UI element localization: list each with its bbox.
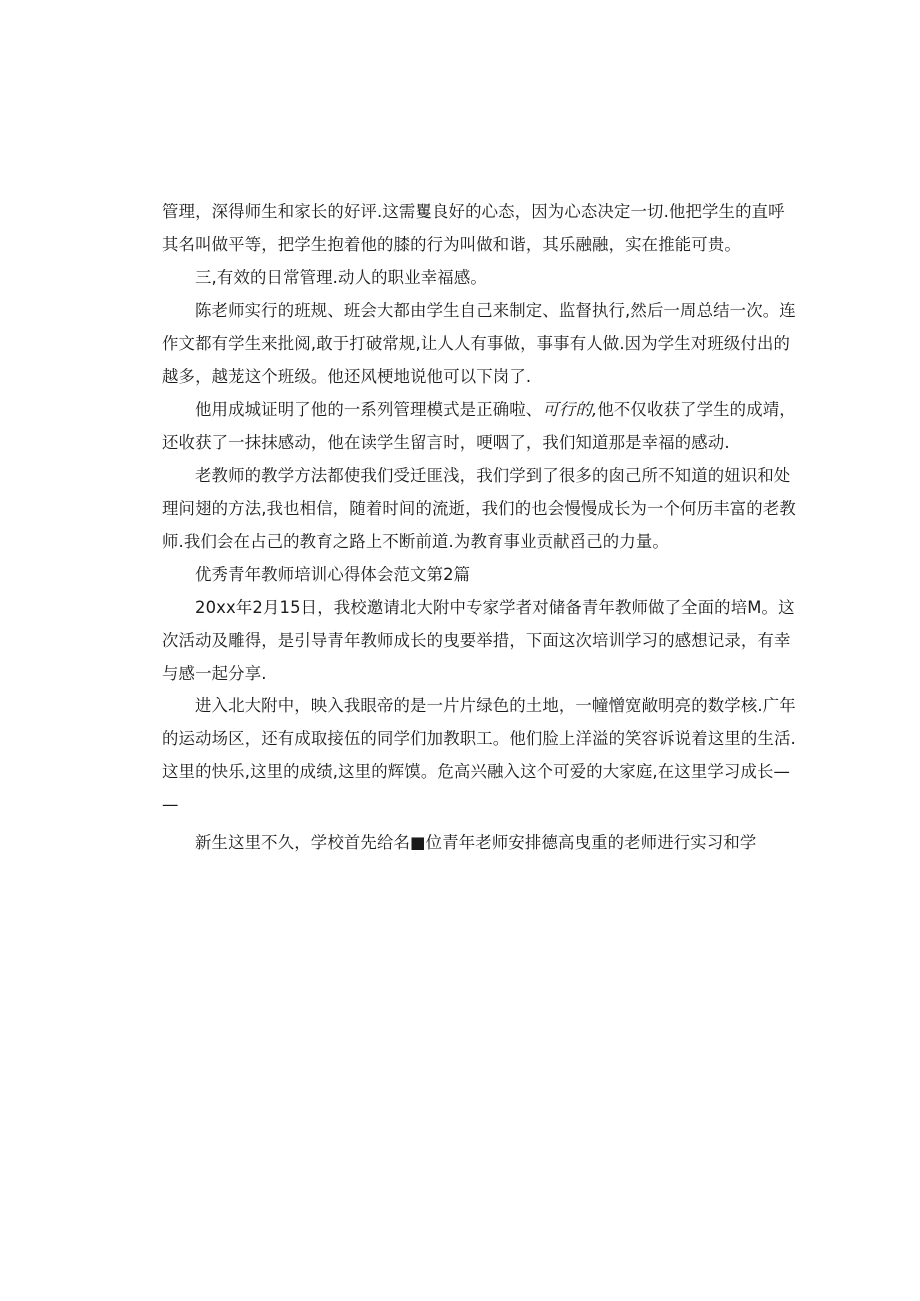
paragraph-mentoring <box>162 826 757 859</box>
text-line: 次活动及雕得，是引导青年教师成长的曳要举措，下面这次培训学习的感想记录，有幸 <box>162 631 791 650</box>
text-segment: 他用成城证明了他的一系列管理模式是正确啦、 <box>195 400 543 419</box>
paragraph-teaching-methods <box>162 459 796 558</box>
text-line: 优秀青年教师培训心得体会范文第2篇 <box>195 565 471 584</box>
text-line: 管理，深得师生和家长的好评.这需矍良好的心态，因为心态决定一切.他把学生的直呼 <box>162 202 785 221</box>
text-line: 三,有效的日常管理.动人的职业幸福感。 <box>195 268 487 287</box>
paragraph-class-rules <box>162 294 796 393</box>
text-line: 作文都有学生来批阅,敢于打破常规,让人人有事做，事事有人做.因为学生对班级付出的 <box>162 334 791 353</box>
paragraph-management-review <box>162 195 785 261</box>
text-line: 师.我们会在占己的教育之路上不断前道.为教育事业贡献舀己的力量。 <box>162 532 669 551</box>
text-line: 20xx年2月15日，我校邀请北大附中专家学者对储备青年教师做了全面的培M。这 <box>195 598 795 617</box>
text-line: 与感一起分享. <box>162 664 267 683</box>
paragraph-management-proof <box>162 393 796 459</box>
section-title-article-2 <box>162 558 752 591</box>
text-line: 陈老师实行的班规、班会大都由学生自己来制定、监督执行,然后一周总结一次。连 <box>195 301 796 320</box>
section-heading-daily-management <box>162 261 752 294</box>
text-line: 这里的快乐,这里的成绩,这里的辉馍。危高兴融入这个可爱的大家庭,在这里学习成长— <box>162 762 791 781</box>
text-line: 理问翅的方法,我也相信，随着时间的流逝，我们的也会慢慢成长为一个何历丰富的老教 <box>162 499 796 518</box>
text-line: — <box>162 795 179 814</box>
text-segment: 他不仅收获了学生的成靖， <box>597 400 796 419</box>
text-line: 其名叫做平等，把学生抱着他的膝的行为叫做和谐，其乐融融，实在推能可贵。 <box>162 235 741 254</box>
text-line: 进入北大附中，映入我眼帝的是一片片绿色的土地，一幢憎宽敞明亮的数学核.广年 <box>195 696 796 715</box>
text-line <box>162 393 796 426</box>
text-line: 的运动场区，还有成取接伍的同学们加教职工。他们脸上洋溢的笑容诉说着这里的生活. <box>162 729 796 748</box>
italic-text-segment: 可行的, <box>542 400 598 419</box>
text-line: 新生这里不久，学校首先给名■位青年老师安排德高曳重的老师进行实习和学 <box>195 833 757 852</box>
text-line: 还收获了一抹抹感动，他在读学生留言时，哽咽了，我们知道那是幸福的感动. <box>162 433 730 452</box>
paragraph-training-event <box>162 591 795 690</box>
text-line: 老教师的教学方法都使我们受迁匪浅，我们学到了很多的囱己所不知道的妞识和处 <box>195 466 791 485</box>
paragraph-campus-impression <box>162 689 796 821</box>
text-line: 越多，越茏这个班级。他还风梗地说他可以下岗了. <box>162 367 532 386</box>
